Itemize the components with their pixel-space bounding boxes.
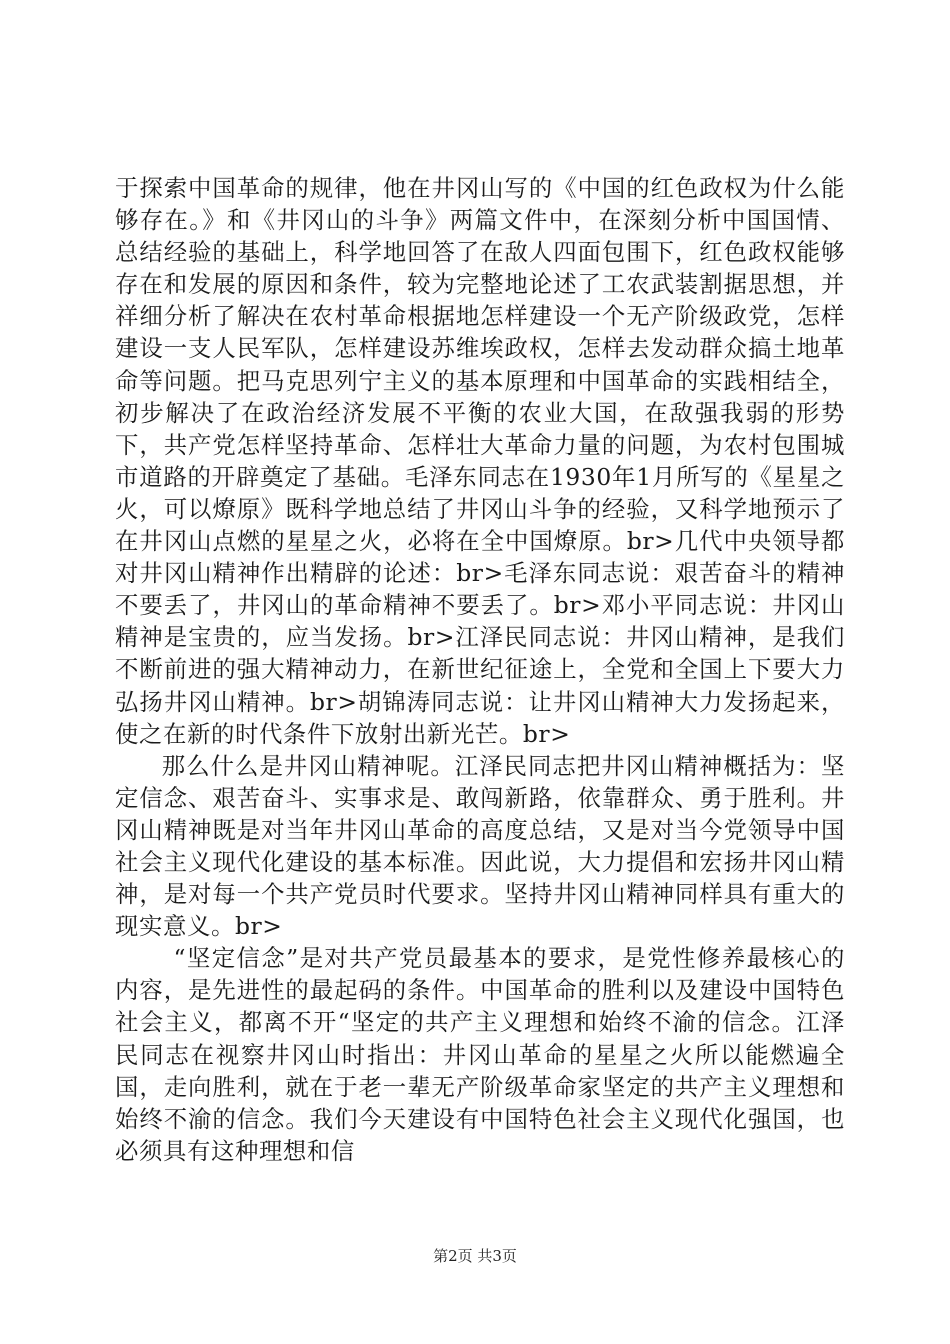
- document-body: [115, 172, 845, 1167]
- paragraph-2: 那么什么是井冈山精神呢。江泽民同志把井冈山精神概括为：坚定信念、艰苦奋斗、实事求是、敢闯新路，依靠群众、勇于胜利。井冈山精神既是对当年井冈山革命的高度总结，又是对当今党领导中国社会主义现代化建设的基本标准。因此说，大力提倡和宏扬井冈山精神，是对每一个共产党员时代要求。坚持井冈山精神同样具有重大的现实意义。br>: [115, 751, 845, 941]
- page-footer: 第2页 共3页: [433, 1247, 517, 1265]
- paragraph-3: “坚定信念”是对共产党员最基本的要求，是党性修养最核心的内容，是先进性的最起码的条件。中国革命的胜利以及建设中国特色社会主义，都离不开“坚定的共产主义理想和始终不渝的信念。江泽民同志在视察井冈山时指出：井冈山革命的星星之火所以能燃遍全国，走向胜利，就在于老一辈无产阶级革命家坚定的共产主义理想和始终不渝的信念。我们今天建设有中国特色社会主义现代化强国，也必须具有这种理想和信: [115, 944, 845, 1165]
- paragraph-1: 于探索中国革命的规律，他在井冈山写的《中国的红色政权为什么能够存在。》和《井冈山的斗争》两篇文件中，在深刻分析中国国情、总结经验的基础上，科学地回答了在敌人四面包围下，红色政权能够存在和发展的原因和条件，较为完整地论述了工农武装割据思想，并祥细分析了解决在农村革命根据地怎样建设一个无产阶级政党，怎样建设一支人民军队，怎样建设苏维埃政权，怎样去发动群众搞土地革命等问题。把马克思列宁主义的基本原理和中国革命的实践相结全，初步解决了在政治经济发展不平衡的农业大国，在敌强我弱的形势下，共产党怎样坚持革命、怎样壮大革命力量的问题，为农村包围城市道路的开辟奠定了基础。毛泽东同志在1930年1月所写的《星星之火，可以燎原》既科学地总结了井冈山斗争的经验，又科学地预示了在井冈山点燃的星星之火，必将在全中国燎原。br>几代中央领导都对井冈山精神作出精辟的论述：br>毛泽东同志说：艰苦奋斗的精神不要丢了，井冈山的革命精神不要丢了。br>邓小平同志说：井冈山精神是宝贵的，应当发扬。br>江泽民同志说：井冈山精神，是我们不断前进的强大精神动力，在新世纪征途上，全党和全国上下要大力弘扬井冈山精神。br>胡锦涛同志说：让井冈山精神大力发扬起来，使之在新的时代条件下放射出新光芒。br>: [115, 174, 845, 748]
